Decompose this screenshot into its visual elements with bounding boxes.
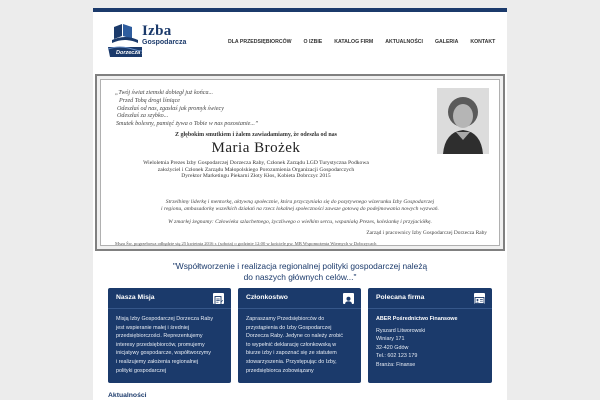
quote-line: i regionu, ambasadorkę wszelkich działań na rzecz lokalnej społeczności zawsze gotową do podejmowania nowych wyzwań. (161, 205, 439, 212)
portrait-photo (437, 88, 489, 154)
box-title: Członkostwo (246, 294, 288, 301)
nav-item-galeria[interactable]: GALERIA (435, 39, 459, 45)
obituary-quote (107, 199, 493, 212)
box-line: to wypełnić deklarację członkowską w (246, 341, 337, 348)
box-line: Ryszard Litworowski (376, 327, 426, 334)
nav-item-o-izbie[interactable]: O IZBIE (303, 39, 323, 45)
portrait-image (437, 88, 489, 154)
logo-subtitle: Gospodarcza (142, 39, 187, 46)
contact-card-icon (474, 293, 485, 304)
obituary-frame (100, 79, 500, 246)
box-body (368, 309, 492, 370)
nav-item-kontakt[interactable]: KONTAKT (470, 39, 496, 45)
obituary-poem (115, 90, 258, 129)
membership-box[interactable] (238, 288, 361, 383)
box-line: interesy przedsiębiorców, promujemy (116, 341, 205, 348)
box-title: Polecana firma (376, 294, 425, 301)
mission-box[interactable] (108, 288, 231, 383)
box-line: jest wspieranie małej i średniej (116, 324, 190, 331)
box-line: Zapraszamy Przedsiębiorców do (246, 316, 325, 322)
box-header (368, 288, 492, 309)
box-line: Misją Izby Gospodarczej Dorzecza Raby (116, 316, 214, 322)
description-line: Wieloletnia Prezes Izby Gospodarczej Dorzecza Raby, Członek Zarządu LGD Turystyczna Podkowa (143, 160, 369, 166)
box-line: 32-420 Gdów (376, 344, 409, 351)
box-line: i realizujemy założenia regionalnej (116, 358, 199, 365)
box-header (238, 288, 361, 309)
tagline (93, 261, 507, 282)
page (93, 8, 507, 400)
news-heading[interactable]: Aktualności (108, 392, 147, 399)
obituary-memory: W zmarłej żegnamy: Człowieka szlachetnego, życzliwego o wielkim sercu, wspaniałą Prezes, koleżankę i przyjaciółkę. (168, 219, 432, 225)
box-line: biurze izby i zapoznać się ze statutem (246, 350, 337, 357)
poem-line: „Twój świat ziemski dobiegł już końca... (115, 90, 214, 96)
nav-item-aktualnosci[interactable]: AKTUALNOŚCI (385, 39, 423, 45)
obituary-intro: Z głębokim smutkiem i żalem zawiadamiamy, że odeszła od nas (175, 132, 337, 138)
logo-emblem-icon (108, 22, 142, 62)
user-icon (343, 293, 354, 304)
obituary-signature: Zarząd i pracownicy Izby Gospodarczej Dorzecza Raby (366, 230, 487, 236)
obituary-description (101, 160, 411, 180)
logo-ribbon: Dorzecza Raby (116, 50, 156, 56)
company-name[interactable]: ABER Pośrednictwo Finansowe (376, 316, 458, 322)
box-line: Branża: Finanse (376, 361, 416, 368)
main-nav (228, 39, 507, 45)
description-line: założyciel i Członek Zarządu Małopolskiego Porozumienia Organizacji Gospodarczych (157, 166, 355, 173)
box-body (238, 309, 361, 375)
nav-item-katalog-firm[interactable]: KATALOG FIRM (334, 39, 374, 45)
box-line: przedsiębiorczości. Reprezentujemy (116, 333, 203, 340)
logo[interactable] (108, 22, 198, 62)
featured-company-box[interactable] (368, 288, 492, 383)
box-title: Nasza Misja (116, 294, 155, 301)
box-line: Tel.: 602 123 179 (376, 353, 418, 360)
poem-line: Smutek bolesny, pamięć żywa o Tobie w nas pozostanie...” (116, 121, 259, 128)
poem-line: Odeszłaś od nas, zgasłaś jak promyk świecy (117, 105, 224, 112)
nav-item-dla-przedsiebiorcow[interactable]: DLA PRZEDSIĘBIORCÓW (228, 39, 292, 45)
box-line: Dorzecza Raby. Jedyne co należy zrobić (246, 333, 343, 340)
description-line: Dyrektor Marketingu Piekarni Złoty Kłos, Kobieta Dobrczyc 2015 (181, 173, 331, 180)
poem-line: Przed Tobą drogi lśniące (119, 97, 180, 104)
logo-name: Izba (142, 23, 172, 39)
box-line: polityki gospodarczej (116, 367, 167, 374)
quote-line: Strzelbimy liderkę i mentorkę, aktywną społecznie, która przyczyniała się do pozytywnego wizerunku Izby Gospodarczej (165, 199, 435, 205)
box-line: inicjatywy gospodarcze, współtworzymy (116, 350, 211, 357)
document-icon (213, 293, 224, 304)
obituary-banner[interactable] (95, 74, 505, 251)
box-line: przedsiębiorca zobowiązany (246, 367, 314, 374)
obituary-funeral-info: Msza Św. pogrzebowa odbędzie się 25 kwietnia 2016 r. (sobota) o godzinie 12:00 w kościele pw. MB Wspomożenia Wiernych w Dobczycach (115, 241, 377, 246)
obituary-name: Maria Brożek (211, 140, 301, 156)
box-header (108, 288, 231, 309)
tagline-line-1: "Współtworzenie i realizacja regionalnej polityki gospodarczej należą (172, 261, 428, 271)
box-line: Winiary 171 (376, 336, 405, 343)
poem-line: Odeszłaś za szybko... (117, 113, 169, 120)
box-line: stowarzyszenia. Przystępując do Izby, (246, 358, 337, 365)
box-body (108, 309, 231, 375)
header (93, 12, 507, 74)
tagline-line-2: do naszych głównych celów..." (243, 271, 357, 282)
box-line: przystąpienia do Izby Gospodarczej (246, 324, 332, 331)
